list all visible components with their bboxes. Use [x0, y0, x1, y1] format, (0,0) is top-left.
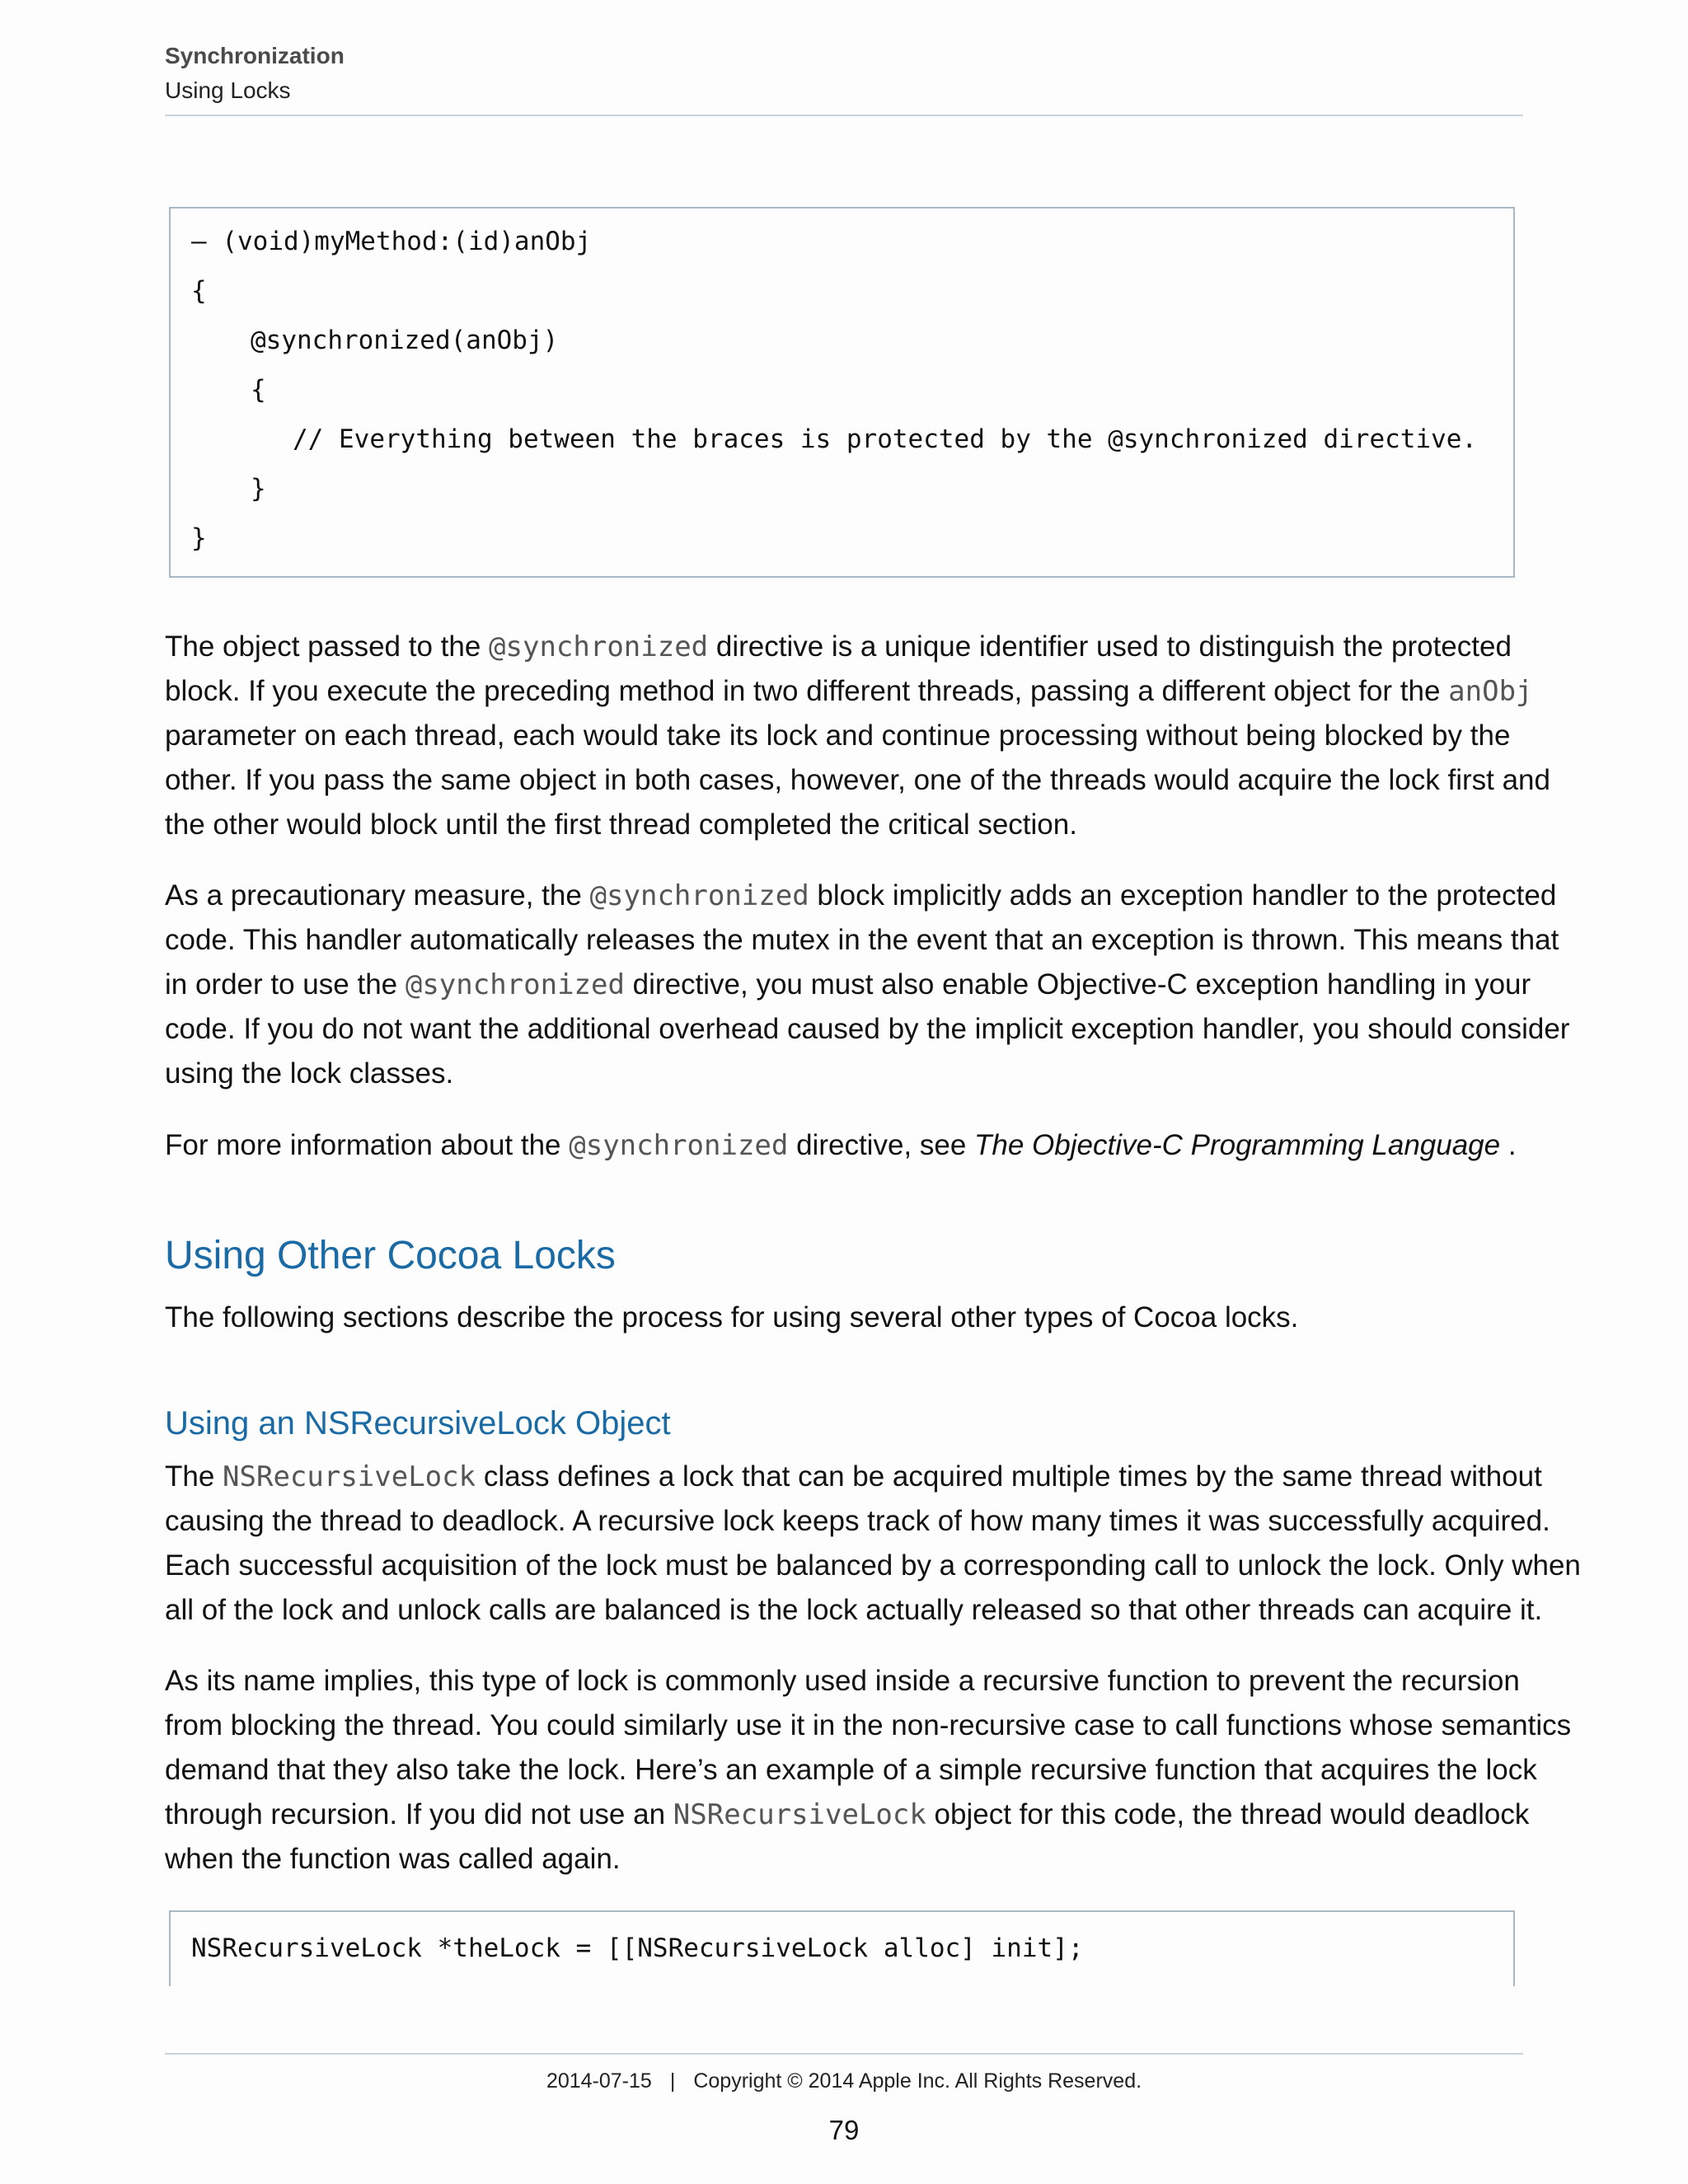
- chapter-title: Synchronization: [165, 43, 345, 68]
- code-comment-line: // Everything between the braces is protected by the @synchronized directive.: [293, 424, 1478, 454]
- inline-code: NSRecursiveLock: [673, 1798, 926, 1831]
- footer: [0, 2064, 1688, 2097]
- inline-code: @synchronized: [569, 1129, 789, 1162]
- section-title: Using Locks: [165, 77, 291, 103]
- code-listing-synchronized: [169, 207, 1515, 578]
- footer-copyright: Copyright © 2014 Apple Inc. All Rights Reserved.: [693, 2069, 1142, 2093]
- code-listing-recursive-lock: [169, 1910, 1515, 1986]
- page-number: 79: [828, 2115, 860, 2145]
- footer-date: 2014-07-15: [546, 2069, 652, 2093]
- inline-code: @synchronized: [589, 879, 809, 912]
- inline-code: @synchronized: [405, 968, 625, 1001]
- code-line: – (void)myMethod:(id)anObj: [191, 227, 592, 256]
- paragraph-synchronized-identifier: The object passed to the @synchronized directive is a unique identifier used to distinguish the protected block. If you execute the preceding method in two different threads, passing a different object for the anObj parameter on each thread, each would take its lock and continue processing without being blocked by the other. If you pass the same object in both cases, however, one of the threads would acquire the lock first and the other would block until the first thread completed the critical section.: [165, 630, 1550, 841]
- code-line: }: [191, 523, 207, 553]
- code-line: {: [251, 375, 266, 405]
- header-divider: [165, 115, 1523, 116]
- code-line: @synchronized(anObj): [251, 326, 559, 355]
- running-header: [165, 40, 345, 107]
- paragraph-more-info: For more information about the @synchronized directive, see The Objective-C Programming Language .: [165, 1129, 1517, 1162]
- inline-code: @synchronized: [489, 630, 709, 663]
- inline-code: anObj: [1448, 675, 1533, 708]
- code-line: {: [191, 276, 207, 306]
- paragraph-recursive-lock: The NSRecursiveLock class defines a lock that can be acquired multiple times by the same thread without causing the thread to deadlock. A recursive lock keeps track of how many times it was successfully acquired. Each successful acquisition of the lock must be balanced by a corresponding call to unlock the lock. Only when all of the lock and unlock calls are balanced is the lock actually released so that other threads can acquire it.: [165, 1460, 1581, 1626]
- subsection-heading: Using an NSRecursiveLock Object: [165, 1405, 671, 1441]
- footer-divider: [165, 2053, 1523, 2055]
- code-line: NSRecursiveLock *theLock = [[NSRecursiveLock alloc] init];: [191, 1933, 1084, 1963]
- section-heading: Using Other Cocoa Locks: [165, 1234, 616, 1277]
- paragraph-exception-handler: As a precautionary measure, the @synchronized block implicitly adds an exception handler to the protected code. This handler automatically releases the mutex in the event that an exception is thrown. This means that in order to use the @synchronized directive, you must also enable Objective-C exception handling in your code. If you do not want the additional overhead caused by the implicit exception handler, you should consider using the lock classes.: [165, 879, 1570, 1090]
- inline-code: NSRecursiveLock: [223, 1460, 476, 1493]
- book-title-link[interactable]: The Objective-C Programming Language: [974, 1129, 1501, 1161]
- code-line: }: [251, 474, 266, 504]
- section-intro: The following sections describe the process for using several other types of Cocoa locks.: [165, 1301, 1299, 1333]
- paragraph-recursion-usage: As its name implies, this type of lock is commonly used inside a recursive function to prevent the recursion from blocking the thread. You could similarly use it in the non-recursive case to call functions whose semantics demand that they also take the lock. Here’s an example of a simple recursive function that acquires the lock through recursion. If you did not use an NSRecursiveLock object for this code, the thread would deadlock when the function was called again.: [165, 1665, 1572, 1875]
- footer-separator: |: [669, 2069, 676, 2093]
